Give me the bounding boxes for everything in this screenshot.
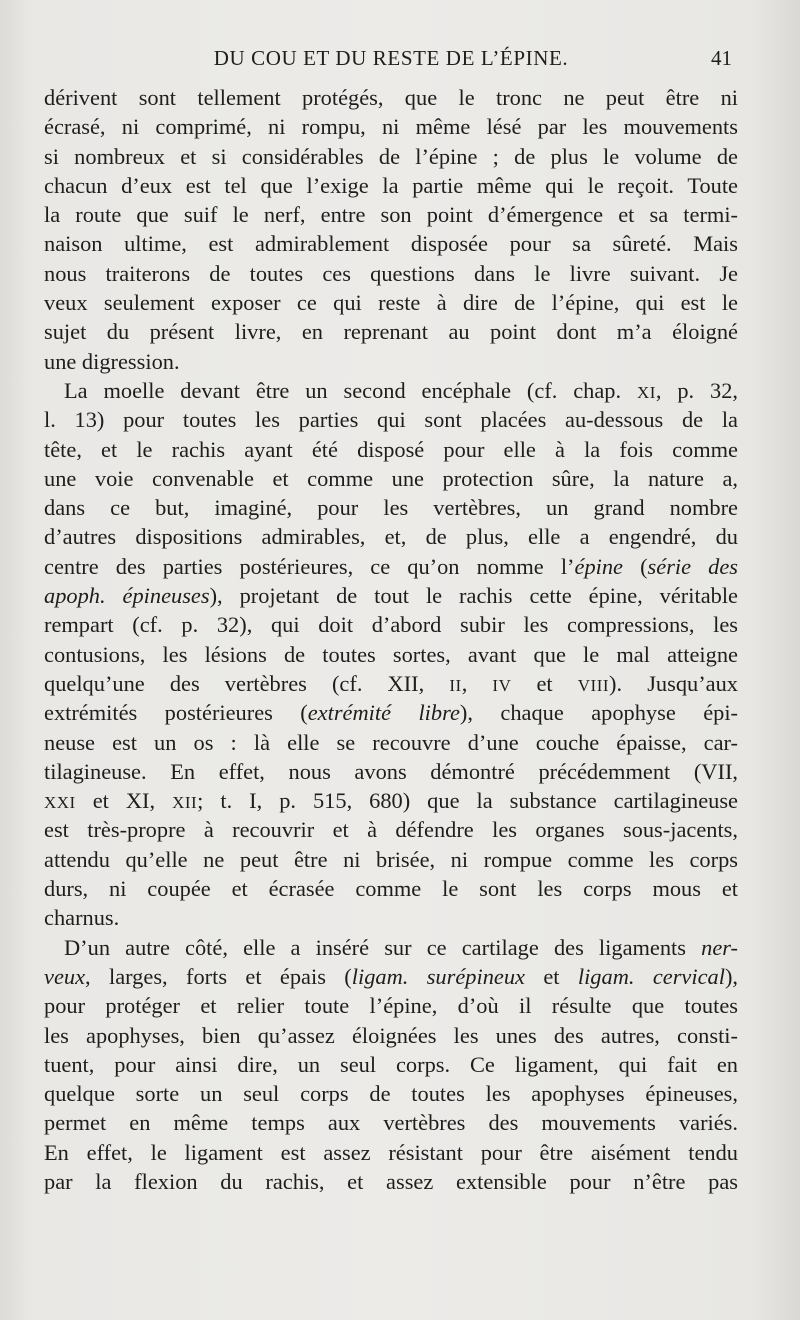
text-segment: dérivent sont tellement protégés, que le tronc ne peut être ni — [44, 85, 738, 110]
text-line — [44, 815, 738, 844]
small-caps-text: II — [449, 675, 462, 695]
text-segment: si nombreux et si considérables de l’épine ; de plus le volume de — [44, 143, 738, 169]
text-line — [44, 522, 738, 551]
italic-text: veux — [44, 963, 86, 989]
text-segment: et XI, — [75, 788, 173, 814]
small-caps-text: XXI — [44, 793, 76, 813]
text-line — [44, 728, 738, 757]
text-segment: et — [524, 963, 578, 989]
italic-text: apoph. épineuses — [44, 583, 210, 609]
text-segment: contusions, les lésions de toutes sortes, avant que le mal atteigne — [44, 641, 738, 667]
text-segment: tilagineuse. En effet, nous avons démontré précédemment (VII, — [44, 758, 738, 784]
text-segment: quelqu’une des vertèbres (cf. XII, — [44, 670, 450, 696]
text-segment: écrasé, ni comprimé, ni rompu, ni même lésé par les mouvements — [44, 114, 738, 140]
text-segment: quelque sorte un seul corps de toutes les apophyses épineuses, — [44, 1081, 738, 1107]
text-segment: neuse est un os : là elle se recouvre d’une couche épaisse, car- — [44, 729, 738, 755]
text-segment: ( — [623, 553, 648, 579]
text-segment: attendu qu’elle ne peut être ni brisée, ni rompue comme les corps — [44, 846, 738, 872]
text-line — [44, 112, 738, 141]
small-caps-text: VIII — [577, 675, 610, 695]
text-line — [44, 640, 738, 669]
text-segment: d’autres dispositions admirables, et, de plus, elle a engendré, du — [44, 524, 738, 550]
text-line — [44, 317, 738, 346]
running-title: DU COU ET DU RESTE DE L’ÉPINE. — [213, 46, 569, 70]
text-segment: et — [511, 670, 578, 696]
text-line — [44, 435, 738, 464]
text-line — [44, 669, 738, 698]
text-segment: tuent, pour ainsi dire, un seul corps. Ce ligament, qui fait en — [44, 1051, 738, 1077]
text-segment: est très-propre à recouvrir et à défendre les organes sous-jacents, — [44, 817, 738, 843]
text-segment: chacun d’eux est tel que l’exige la partie même qui le reçoit. Toute — [44, 172, 738, 198]
text-segment: naison ultime, est admirablement disposée pour sa sûreté. Mais — [44, 231, 738, 257]
text-segment: tête, et le rachis ayant été disposé pour elle à la fois comme — [44, 436, 738, 462]
text-segment: pour protéger et relier toute l’épine, d’où il résulte que toutes — [44, 993, 738, 1019]
text-segment: En effet, le ligament est assez résistant pour être aisément tendu — [44, 1139, 738, 1165]
text-line — [44, 581, 738, 610]
text-line — [44, 962, 738, 991]
text-segment: permet en même temps aux vertèbres des mouvements variés. — [44, 1110, 738, 1136]
text-line — [44, 83, 738, 112]
text-line — [44, 200, 738, 229]
text-segment: ; t. I, p. 515, 680) que la substance cartilagineuse — [197, 788, 738, 814]
page-number: 41 — [711, 46, 732, 70]
text-line — [44, 903, 738, 932]
text-segment: la route que suif le nerf, entre son point d’émergence et sa termi- — [44, 202, 738, 228]
italic-text: ligam. cervical — [577, 963, 725, 989]
text-segment: les apophyses, bien qu’assez éloignées les unes des autres, consti- — [44, 1022, 738, 1048]
text-segment: centre des parties postérieures, ce qu’on nomme l’ — [44, 553, 575, 579]
italic-text: série des — [647, 553, 738, 579]
text-line — [44, 288, 738, 317]
text-line — [44, 1138, 738, 1167]
text-segment: une digression. — [44, 348, 180, 374]
text-line — [44, 933, 738, 962]
text-line — [44, 229, 738, 258]
text-line — [44, 1079, 738, 1108]
text-segment: veux seulement exposer ce qui reste à dire de l’épine, qui est le — [44, 290, 738, 316]
text-segment: nous traiterons de toutes ces questions dans le livre suivant. Je — [44, 260, 738, 286]
italic-text: extrémité libre — [307, 700, 460, 726]
text-segment: l. 13) pour toutes les parties qui sont placées au-dessous de la — [44, 407, 738, 433]
text-line — [44, 1021, 738, 1050]
text-segment: , larges, forts et épais ( — [85, 963, 352, 989]
text-segment: ). Jusqu’aux — [609, 670, 738, 696]
text-segment: , p. 32, — [655, 377, 738, 403]
text-segment: rempart (cf. p. 32), qui doit d’abord subir les compressions, les — [44, 612, 738, 638]
text-line — [44, 1108, 738, 1137]
text-line — [44, 845, 738, 874]
small-caps-text: IV — [492, 675, 512, 695]
text-segment: ), chaque apophyse épi- — [459, 700, 738, 726]
italic-text: ner- — [701, 934, 738, 960]
italic-text: ligam. surépineux — [351, 963, 525, 989]
text-segment: , — [461, 670, 493, 696]
small-caps-text: XII — [172, 793, 198, 813]
body-text — [44, 83, 738, 1196]
text-line — [44, 991, 738, 1020]
text-segment: charnus. — [44, 905, 120, 931]
text-line — [44, 376, 738, 405]
text-line — [44, 874, 738, 903]
text-line — [44, 493, 738, 522]
text-segment: ), — [724, 963, 738, 989]
text-line — [44, 552, 738, 581]
text-line — [44, 757, 738, 786]
text-line — [44, 142, 738, 171]
text-segment: La moelle devant être un second encéphale (cf. chap. — [64, 377, 637, 403]
text-line — [44, 405, 738, 434]
italic-text: épine — [574, 553, 623, 579]
text-segment: D’un autre côté, elle a inséré sur ce cartilage des ligaments — [64, 934, 702, 960]
text-segment: extrémités postérieures ( — [44, 700, 308, 726]
text-line — [44, 347, 738, 376]
text-line — [44, 786, 738, 815]
small-caps-text: XI — [636, 382, 656, 402]
text-segment: sujet du présent livre, en reprenant au point dont m’a éloigné — [44, 319, 738, 345]
text-segment: ), projetant de tout le rachis cette épine, véritable — [209, 583, 738, 609]
text-segment: une voie convenable et comme une protection sûre, la nature a, — [44, 465, 738, 491]
text-line — [44, 1050, 738, 1079]
text-line — [44, 698, 738, 727]
text-segment: durs, ni coupée et écrasée comme le sont les corps mous et — [44, 876, 738, 902]
text-line — [44, 1167, 738, 1196]
text-segment: dans ce but, imaginé, pour les vertèbres, un grand nombre — [44, 495, 738, 521]
text-segment: par la flexion du rachis, et assez extensible pour n’être pas — [44, 1168, 738, 1194]
running-head — [44, 44, 738, 76]
text-line — [44, 259, 738, 288]
text-line — [44, 610, 738, 639]
text-line — [44, 464, 738, 493]
text-line — [44, 171, 738, 200]
